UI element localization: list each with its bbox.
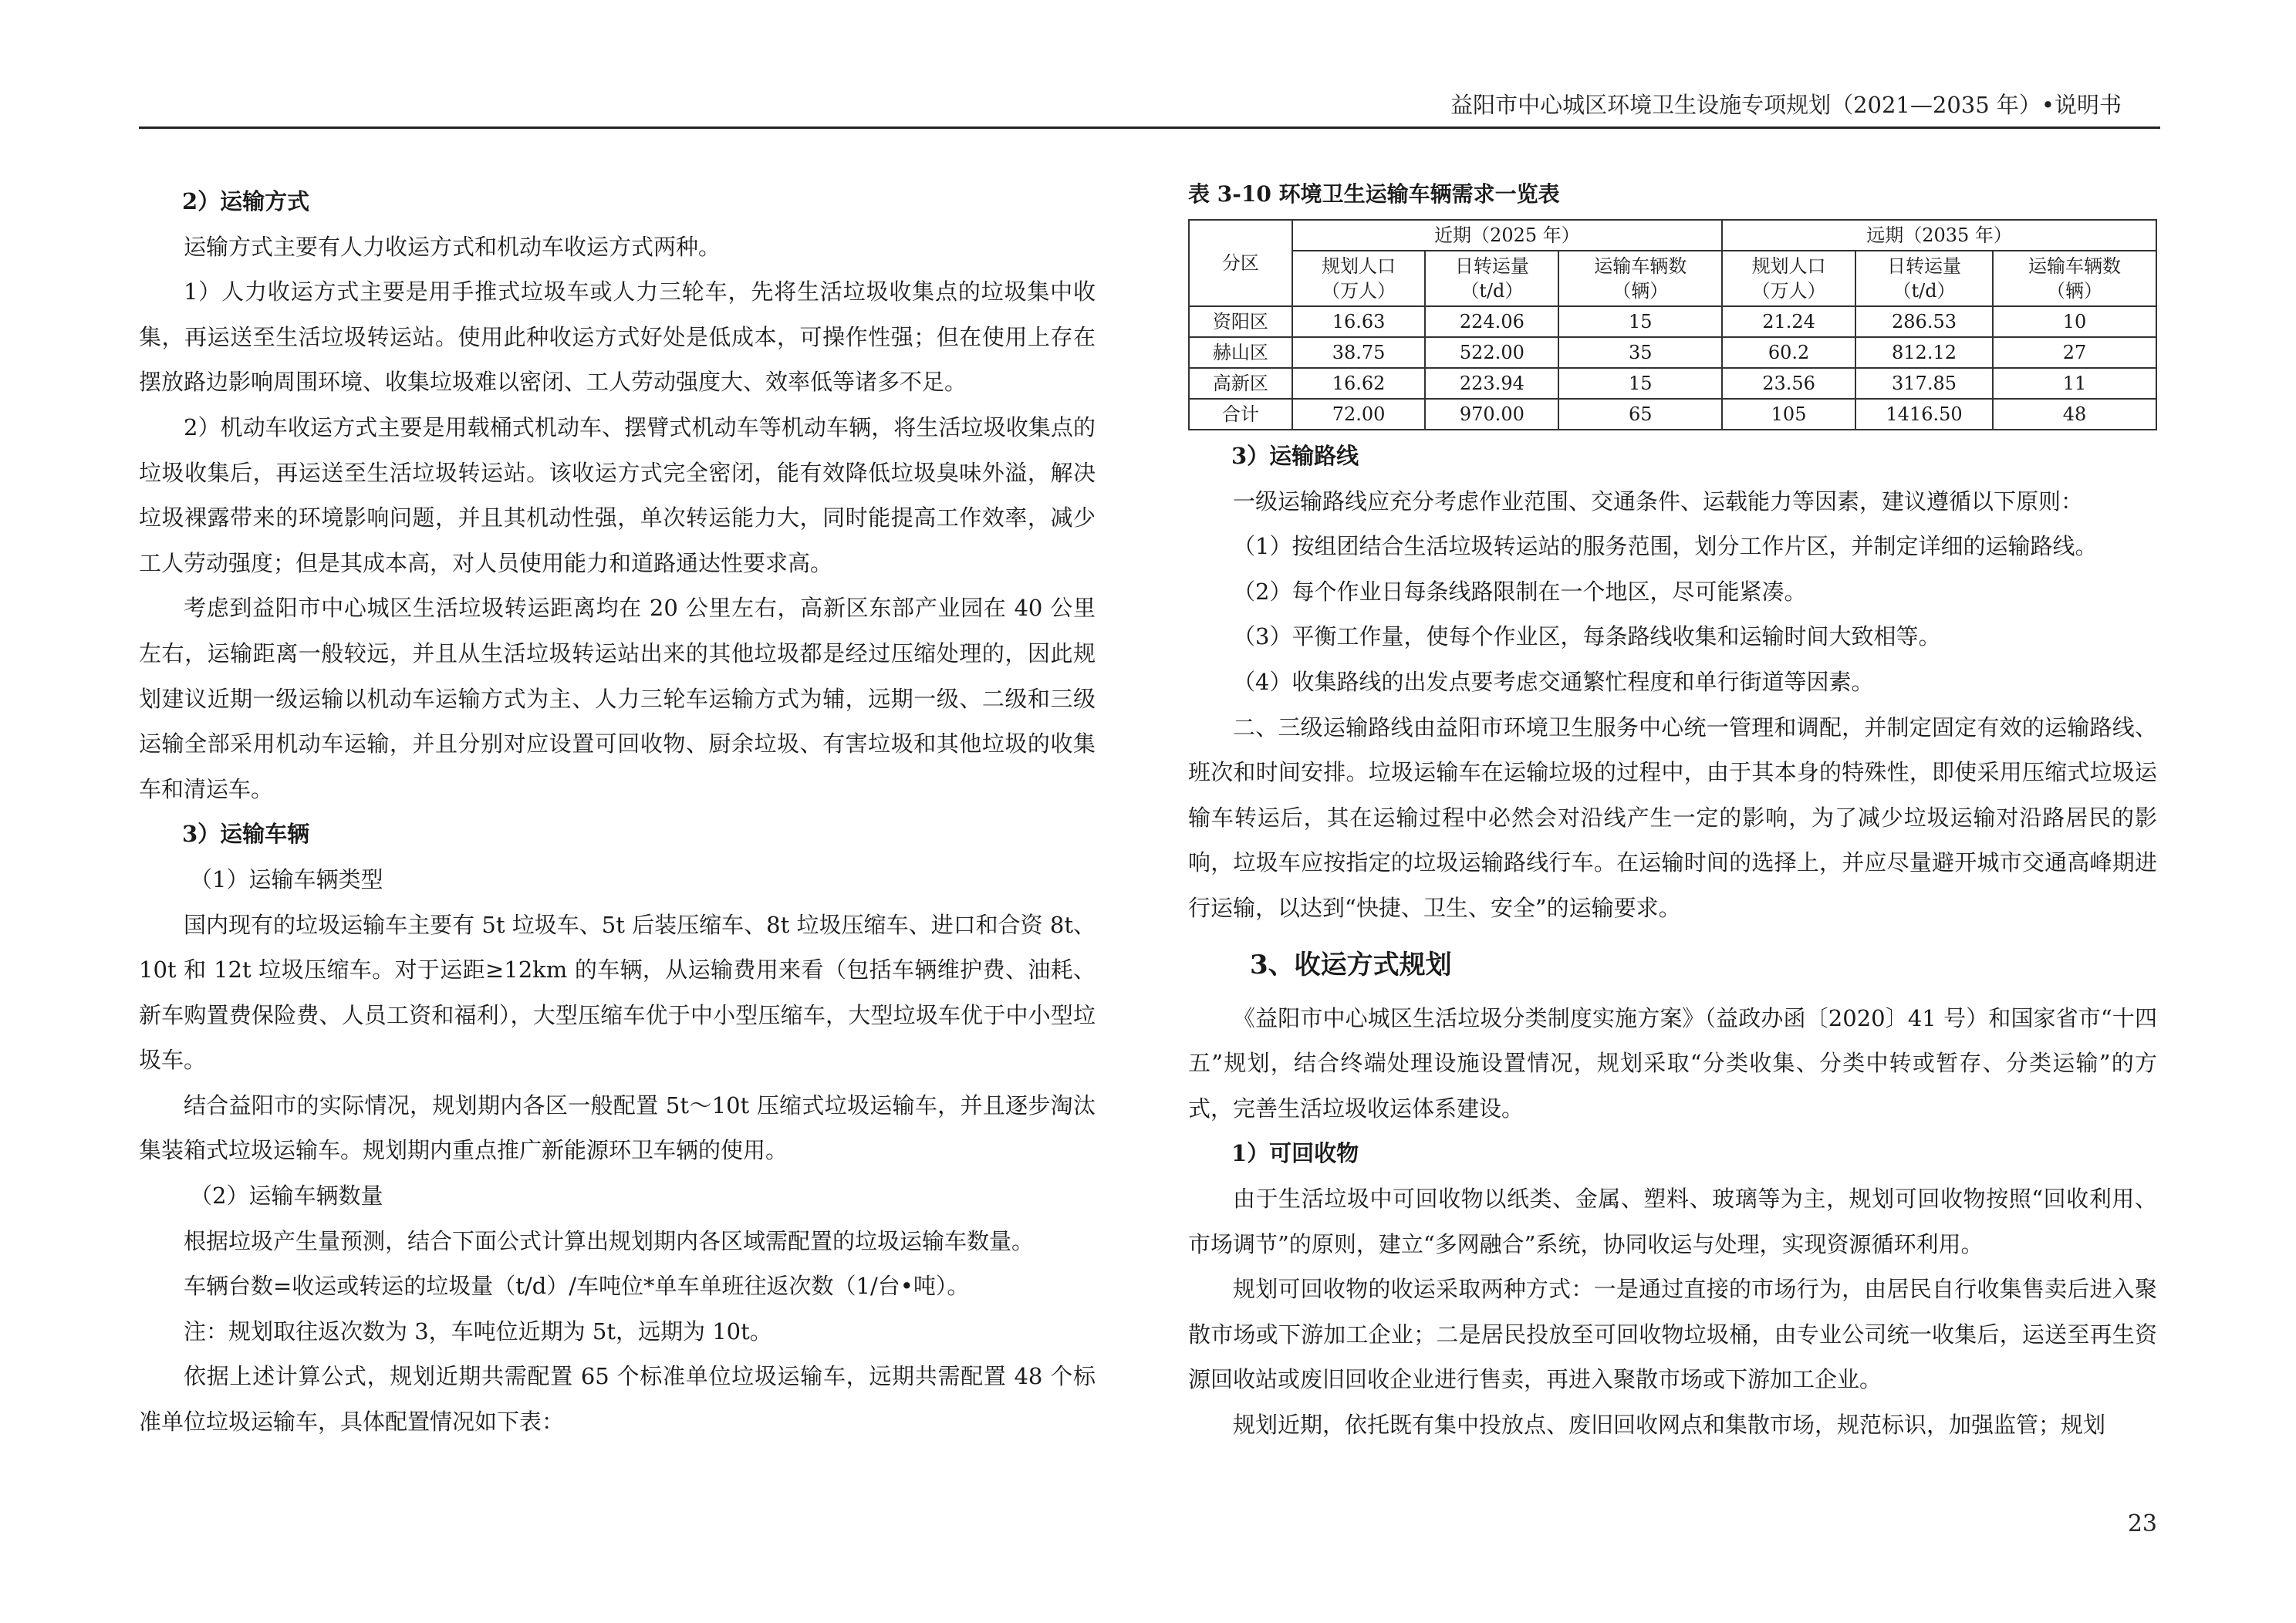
table-cell: 812.12	[1855, 337, 1993, 368]
table-cell: 16.63	[1292, 306, 1426, 337]
column-header-district: 分区	[1189, 220, 1292, 306]
table-cell: 23.56	[1722, 368, 1855, 399]
left-column	[139, 179, 1096, 1445]
table-cell: 72.00	[1292, 399, 1426, 430]
table-cell: 286.53	[1855, 306, 1993, 337]
paragraph: 由于生活垃圾中可回收物以纸类、金属、塑料、玻璃等为主，规划可回收物按照“回收利用、市场调节”的原则，建立“多网融合”系统，协同收运与处理，实现资源循环利用。	[1188, 1185, 2157, 1257]
table-row	[1189, 337, 2156, 368]
table-cell-district: 赫山区	[1189, 337, 1292, 368]
table-row	[1189, 368, 2156, 399]
paragraph: 2）机动车收运方式主要是用载桶式机动车、摆臂式机动车等机动车辆，将生活垃圾收集点的垃圾收集后，再运送至生活垃圾转运站。该收运方式完全密闭，能有效降低垃圾臭味外溢，解决垃圾裸露带来的环境影响问题，并且其机动性强，单次转运能力大，同时能提高工作效率，减少工人劳动强度；但是其成本高，对人员使用能力和道路通达性要求高。	[139, 413, 1096, 576]
paragraph: 结合益阳市的实际情况，规划期内各区一般配置 5t～10t 压缩式垃圾运输车，并且逐步淘汰集装箱式垃圾运输车。规划期内重点推广新能源环卫车辆的使用。	[139, 1092, 1096, 1164]
paragraph: 国内现有的垃圾运输车主要有 5t 垃圾车、5t 后装压缩车、8t 垃圾压缩车、进口和合资 8t、10t 和 12t 垃圾压缩车。对于运距≥12km 的车辆，从运输费用来看（包括车辆维护费、油耗、新车购置费保险费、人员工资和福利），大型压缩车优于中小型压缩车，大型垃圾车优于中小型垃圾车。	[139, 911, 1096, 1074]
heading-transport-mode: 2）运输方式	[182, 188, 310, 214]
heading-vehicle-types: （1）运输车辆类型	[190, 865, 383, 892]
column-header-population: 规划人口 （万人）	[1722, 251, 1855, 306]
table-cell: 65	[1558, 399, 1722, 430]
note: 注：规划取往返次数为 3，车吨位近期为 5t，远期为 10t。	[184, 1318, 772, 1345]
paragraph: 规划可回收物的收运采取两种方式：一是通过直接的市场行为，由居民自行收集售卖后进入聚散市场或下游加工企业；二是居民投放至可回收物垃圾桶，由专业公司统一收集后，运送至再生资源回收站或废旧回收企业进行售卖，再进入聚散市场或下游加工企业。	[1188, 1276, 2157, 1393]
table-row-total	[1189, 399, 2156, 430]
paragraph: 《益阳市中心城区生活垃圾分类制度实施方案》（益政办函〔2020〕41 号）和国家省市“十四五”规划，结合终端处理设施设置情况，规划采取“分类收集、分类中转或暂存、分类运输”的方式，完善生活垃圾收运体系建设。	[1188, 1004, 2157, 1122]
column-group-long-term: 远期（2035 年）	[1722, 220, 2156, 251]
table-cell: 15	[1558, 306, 1722, 337]
list-item: （3）平衡工作量，使每个作业区，每条路线收集和运输时间大致相等。	[1233, 623, 1941, 650]
paragraph: 考虑到益阳市中心城区生活垃圾转运距离均在 20 公里左右，高新区东部产业园在 40 公里左右，运输距离一般较远，并且从生活垃圾转运站出来的其他垃圾都是经过压缩处理的，因此规划建议近期一级运输以机动车运输方式为主、人力三轮车运输方式为辅，远期一级、二级和三级运输全部采用机动车运输，并且分别对应设置可回收物、厨余垃圾、有害垃圾和其他垃圾的收集车和清运车。	[139, 595, 1096, 802]
table-cell: 21.24	[1722, 306, 1855, 337]
table-row	[1189, 306, 2156, 337]
table-cell: 317.85	[1855, 368, 1993, 399]
table-cell: 15	[1558, 368, 1722, 399]
section-heading: 3、收运方式规划	[1250, 949, 1452, 980]
table-cell: 970.00	[1425, 399, 1558, 430]
column-group-near-term: 近期（2025 年）	[1292, 220, 1723, 251]
table-cell-district: 资阳区	[1189, 306, 1292, 337]
column-header-daily-volume: 日转运量 （t/d）	[1425, 251, 1558, 306]
document-title: 益阳市中心城区环境卫生设施专项规划（2021—2035 年）•说明书	[1450, 92, 2122, 118]
column-header-vehicle-count: 运输车辆数 （辆）	[1558, 251, 1722, 306]
paragraph: 二、三级运输路线由益阳市环境卫生服务中心统一管理和调配，并制定固定有效的运输路线、班次和时间安排。垃圾运输车在运输垃圾的过程中，由于其本身的特殊性，即使采用压缩式垃圾运输车转运后，其在运输过程中必然会对沿线产生一定的影响，为了减少垃圾运输对沿路居民的影响，垃圾车应按指定的垃圾运输路线行车。在运输时间的选择上，并应尽量避开城市交通高峰期进行运输，以达到“快捷、卫生、安全”的运输要求。	[1188, 714, 2157, 921]
table-caption: 表 3-10 环境卫生运输车辆需求一览表	[1188, 181, 1560, 207]
table-cell: 522.00	[1425, 337, 1558, 368]
table-cell: 105	[1722, 399, 1855, 430]
table-cell: 48	[1993, 399, 2156, 430]
vehicle-demand-table	[1188, 219, 2157, 430]
table-cell: 60.2	[1722, 337, 1855, 368]
table-cell: 27	[1993, 337, 2156, 368]
paragraph: 规划近期，依托既有集中投放点、废旧回收网点和集散市场，规范标识，加强监管；规划	[1233, 1411, 2106, 1438]
column-header-population: 规划人口 （万人）	[1292, 251, 1426, 306]
heading-transport-vehicles: 3）运输车辆	[182, 821, 310, 848]
column-header-vehicle-count: 运输车辆数 （辆）	[1993, 251, 2156, 306]
list-item: （4）收集路线的出发点要考虑交通繁忙程度和单行街道等因素。	[1233, 668, 1874, 695]
list-item: （1）按组团结合生活垃圾转运站的服务范围，划分工作片区，并制定详细的运输路线。	[1233, 533, 2098, 560]
table-cell: 10	[1993, 306, 2156, 337]
paragraph: 1）人力收运方式主要是用手推式垃圾车或人力三轮车，先将生活垃圾收集点的垃圾集中收集，再运送至生活垃圾转运站。使用此种收运方式好处是低成本，可操作性强；但在使用上存在摆放路边影响周围环境、收集垃圾难以密闭、工人劳动强度大、效率低等诸多不足。	[139, 278, 1096, 396]
paragraph: 依据上述计算公式，规划近期共需配置 65 个标准单位垃圾运输车，远期共需配置 48 个标准单位垃圾运输车，具体配置情况如下表：	[139, 1363, 1096, 1436]
paragraph: 一级运输路线应充分考虑作业范围、交通条件、运载能力等因素，建议遵循以下原则：	[1233, 488, 2084, 515]
right-column	[1188, 179, 2157, 1447]
table-cell: 224.06	[1425, 306, 1558, 337]
page-header	[139, 83, 2160, 129]
heading-transport-routes: 3）运输路线	[1231, 443, 1359, 469]
heading-recyclables: 1）可回收物	[1231, 1140, 1359, 1167]
formula: 车辆台数=收运或转运的垃圾量（t/d）/车吨位*单车单班往返次数（1/台•吨）。	[184, 1273, 970, 1300]
table-cell: 11	[1993, 368, 2156, 399]
table-cell: 223.94	[1425, 368, 1558, 399]
table-cell: 1416.50	[1855, 399, 1993, 430]
page-number: 23	[2127, 1510, 2157, 1537]
table-cell: 16.62	[1292, 368, 1426, 399]
table-cell: 35	[1558, 337, 1722, 368]
paragraph: 根据垃圾产生量预测，结合下面公式计算出规划期内各区域需配置的垃圾运输车数量。	[184, 1227, 1035, 1254]
paragraph: 运输方式主要有人力收运方式和机动车收运方式两种。	[184, 233, 721, 260]
table-cell-district: 合计	[1189, 399, 1292, 430]
table-cell-district: 高新区	[1189, 368, 1292, 399]
heading-vehicle-count: （2）运输车辆数量	[190, 1183, 383, 1210]
table-cell: 38.75	[1292, 337, 1426, 368]
list-item: （2）每个作业日每条线路限制在一个地区，尽可能紧凑。	[1233, 578, 1807, 605]
column-header-daily-volume: 日转运量 （t/d）	[1855, 251, 1993, 306]
